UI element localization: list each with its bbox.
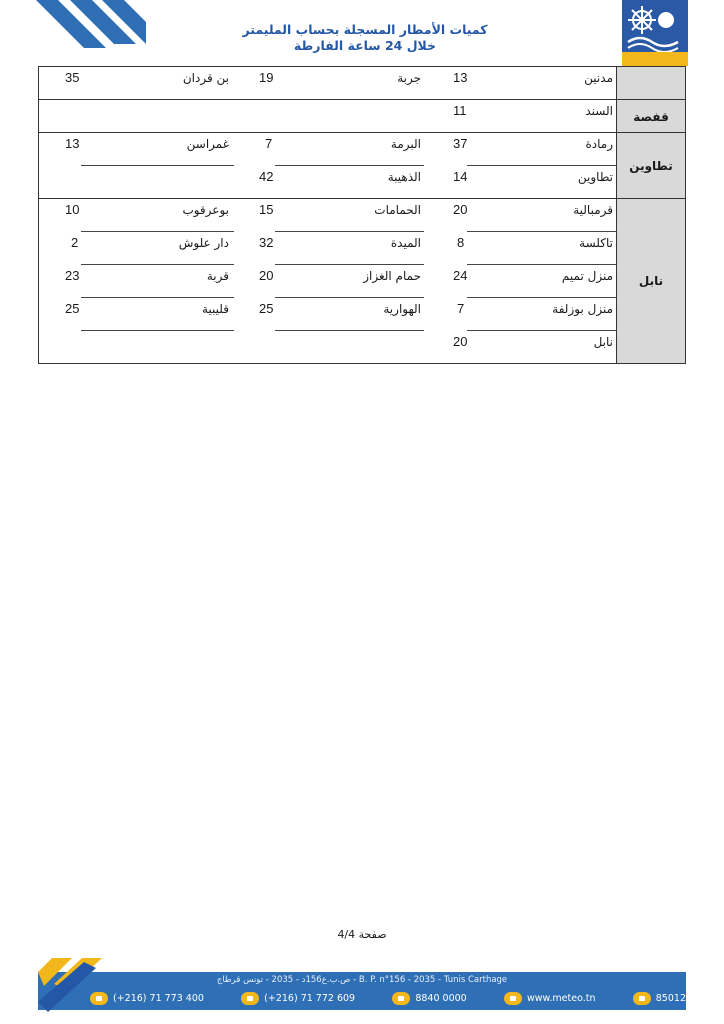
institute-logo — [622, 0, 688, 66]
station-name: قربة — [206, 269, 229, 283]
region-label-tataouine: تطاوين — [629, 159, 673, 173]
station-value: 11 — [453, 103, 467, 118]
phone2-text: (+216) 71 772 609 — [264, 992, 356, 1004]
cell-underline — [275, 297, 424, 298]
phone-icon — [90, 992, 108, 1005]
cell-underline — [81, 264, 234, 265]
station-name: الذهيبة — [387, 170, 421, 184]
station-value: 37 — [453, 136, 468, 151]
logo-yellow-band — [622, 52, 688, 66]
station-value: 19 — [259, 70, 274, 85]
cell-underline — [275, 231, 424, 232]
page-number: صفحة 4/4 — [337, 928, 387, 941]
station-name: نابل — [593, 335, 613, 349]
sms-icon — [633, 992, 651, 1005]
station-name: بوعرقوب — [182, 203, 229, 217]
cell-underline — [275, 165, 424, 166]
region-cell-gafsa — [616, 100, 685, 133]
station-value: 23 — [65, 268, 80, 283]
row-separator — [39, 99, 618, 100]
green-number-icon — [392, 992, 410, 1005]
region-separator — [616, 198, 685, 199]
station-value: 7 — [265, 136, 273, 151]
cell-underline — [467, 264, 617, 265]
station-value: 20 — [453, 202, 468, 217]
footer-phone1 — [90, 992, 204, 1005]
row-separator — [39, 132, 618, 133]
station-name: تاكلسة — [579, 236, 613, 250]
station-value: 32 — [259, 235, 274, 250]
globe-icon — [504, 992, 522, 1005]
station-value: 7 — [457, 301, 465, 316]
phone1-text: (+216) 71 773 400 — [113, 992, 204, 1004]
station-name: الحمامات — [374, 203, 421, 217]
region-separator — [616, 99, 685, 100]
station-value: 2 — [71, 235, 79, 250]
cell-underline — [275, 330, 424, 331]
station-name: الميدة — [390, 236, 421, 250]
station-value: 42 — [259, 169, 274, 184]
footer-green-number — [392, 992, 466, 1005]
station-name: السند — [585, 104, 613, 118]
cell-underline — [467, 231, 617, 232]
station-name: دار علوش — [178, 236, 229, 250]
sms-text: 85012 — [655, 992, 686, 1004]
station-name: منزل بوزلفة — [552, 302, 613, 316]
station-value: 14 — [453, 169, 468, 184]
footer-contacts — [90, 990, 686, 1006]
station-name: غمراسن — [186, 137, 229, 151]
station-value: 35 — [65, 70, 80, 85]
fax-icon — [241, 992, 259, 1005]
station-value: 25 — [259, 301, 274, 316]
document-title — [200, 22, 530, 54]
station-name: بن قردان — [182, 71, 229, 85]
station-name: رمادة — [585, 137, 613, 151]
station-name: قرمبالية — [573, 203, 613, 217]
station-name: قليبية — [201, 302, 229, 316]
region-cell-nabeul — [616, 199, 685, 363]
region-cell-medenine — [616, 67, 685, 100]
row-separator — [39, 198, 618, 199]
footer-sms — [633, 992, 686, 1005]
region-label-gafsa: قفصة — [633, 109, 669, 124]
cell-underline — [81, 165, 234, 166]
cell-underline — [81, 297, 234, 298]
website-text[interactable]: www.meteo.tn — [526, 992, 596, 1004]
title-line-1: كميات الأمطار المسجلة بحساب المليمتر — [242, 22, 488, 37]
header-stripes-graphic — [36, 0, 146, 70]
snowflake-sun-icon — [622, 0, 688, 52]
station-value: 13 — [453, 70, 468, 85]
station-name: تطاوين — [577, 170, 613, 184]
station-value: 13 — [65, 136, 80, 151]
region-label-nabeul: نابل — [638, 274, 664, 288]
footer-address: ص.ب.ع156د - 2035 - تونس قرطاج - B. P. n°156 - 2035 - Tunis Carthage — [216, 975, 508, 985]
footer-website[interactable] — [504, 992, 596, 1005]
station-value: 24 — [453, 268, 468, 283]
station-value: 10 — [65, 202, 80, 217]
cell-underline — [275, 264, 424, 265]
cell-underline — [467, 165, 617, 166]
cell-underline — [81, 231, 234, 232]
green-number-text: 8840 0000 — [415, 992, 467, 1004]
station-value: 15 — [259, 202, 274, 217]
cell-underline — [81, 330, 234, 331]
station-name: منزل تميم — [561, 269, 613, 283]
station-name: جربة — [397, 71, 421, 85]
station-name: البرمة — [390, 137, 421, 151]
station-name: حمام الغزاز — [363, 269, 421, 283]
footer-phone2 — [241, 992, 355, 1005]
station-value: 25 — [65, 301, 80, 316]
region-separator — [616, 132, 685, 133]
region-cell-tataouine — [616, 133, 685, 199]
station-value: 20 — [259, 268, 274, 283]
cell-underline — [467, 297, 617, 298]
station-name: الهوارية — [383, 302, 421, 316]
cell-underline — [467, 330, 617, 331]
station-value: 20 — [453, 334, 468, 349]
station-value: 8 — [457, 235, 465, 250]
rainfall-table — [38, 66, 686, 364]
station-name: مدنين — [584, 71, 613, 85]
title-line-2: خلال 24 ساعة الفارطة — [293, 38, 437, 53]
